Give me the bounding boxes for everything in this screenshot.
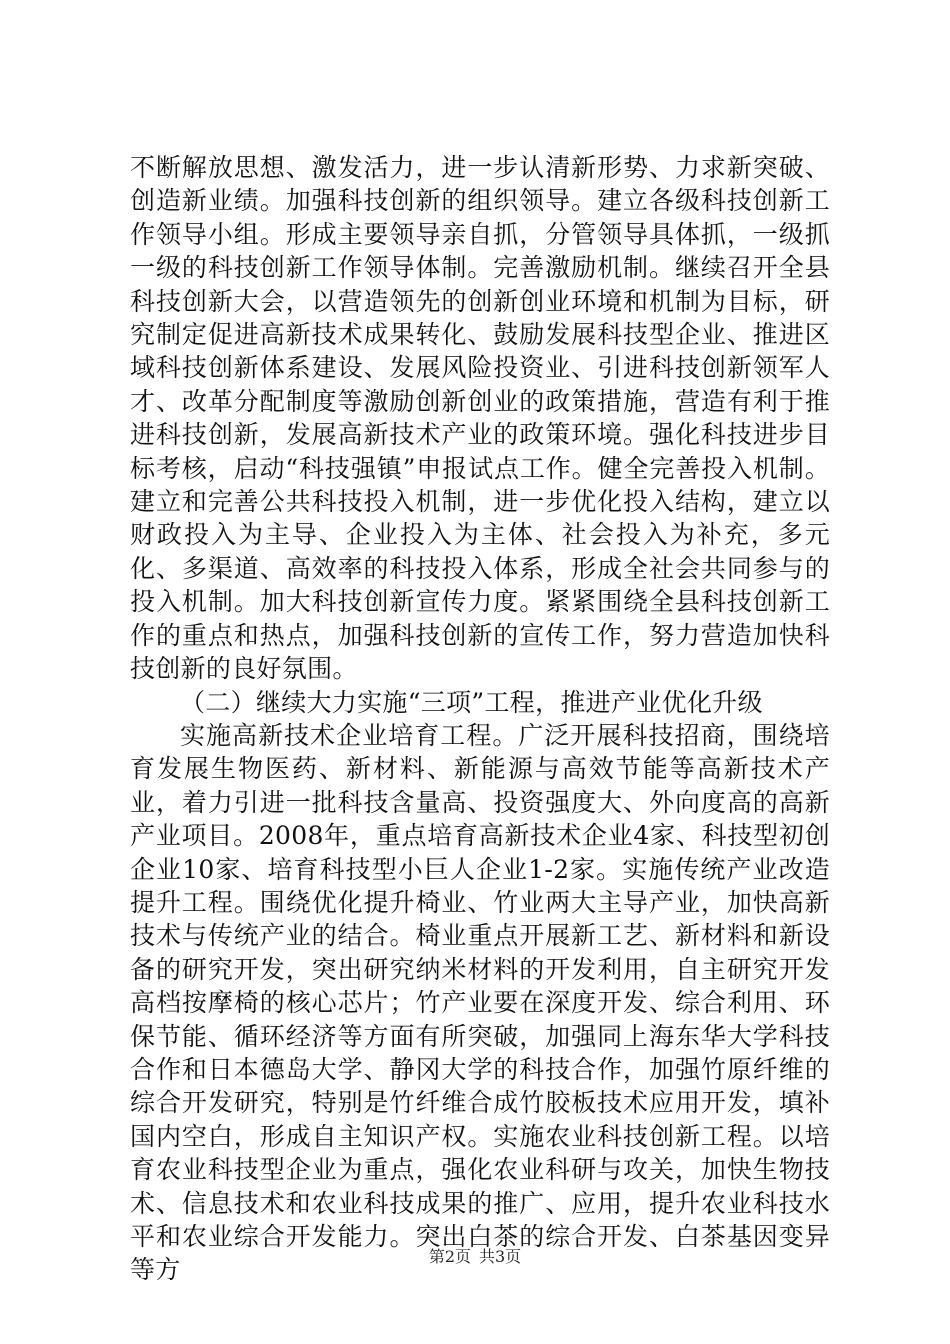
paragraph-projects: 实施高新技术企业培育工程。广泛开展科技招商，围绕培育发展生物医药、新材料、新能源与高效节能等高新技术产业，着力引进一批科技含量高、投资强度大、外向度高的高新产业项目。2008年，重点培育高新技术企业4家、科技型初创企业10家、培育科技型小巨人企业1-2家。实施传统产业改造提升工程。围绕优化提升椅业、竹业两大主导产业，加快高新技术与传统产业的结合。椅业重点开展新工艺、新材料和新设备的研究开发，突出研究纳米材料的开发利用，自主研究开发高档按摩椅的核心芯片；竹产业要在深度开发、综合利用、环保节能、循环经济等方面有所突破，加强同上海东华大学科技合作和日本德岛大学、静冈大学的科技合作，加强竹原纤维的综合开发研究，特别是竹纤维合成竹胶板技术应用开发，填补国内空白，形成自主知识产权。实施农业科技创新工程。以培育农业科技型企业为重点，强化农业科研与攻关，加快生物技术、信息技术和农业科技成果的推广、应用，提升农业科技水平和农业综合开发能力。突出白茶的综合开发、白茶基因变异等方 <box>130 720 830 1285</box>
paragraph-continuation: 不断解放思想、激发活力，进一步认清新形势、力求新突破、创造新业绩。加强科技创新的组织领导。建立各级科技创新工作领导小组。形成主要领导亲自抓，分管领导具体抓，一级抓一级的科技创新工作领导体制。完善激励机制。继续召开全县科技创新大会，以营造领先的创新创业环境和机制为目标，研究制定促进高新技术成果转化、鼓励发展科技型企业、推进区域科技创新体系建设、发展风险投资业、引进科技创新领军人才、改革分配制度等激励创新创业的政策措施，营造有利于推进科技创新，发展高新技术产业的政策环境。强化科技进步目标考核，启动“科技强镇”申报试点工作。健全完善投入机制。建立和完善公共科技投入机制，进一步优化投入结构，建立以财政投入为主导、企业投入为主体、社会投入为补充，多元化、多渠道、高效率的科技投入体系，形成全社会共同参与的投入机制。加大科技创新宣传力度。紧紧围绕全县科技创新工作的重点和热点，加强科技创新的宣传工作，努力营造加快科技创新的良好氛围。 <box>130 153 830 684</box>
page-number: 第2页 <box>428 1247 471 1266</box>
document-body <box>130 151 830 1287</box>
page-footer <box>0 1244 950 1267</box>
page-total: 共3页 <box>479 1247 522 1266</box>
section-heading: （二）继续大力实施“三项”工程，推进产业优化升级 <box>180 687 763 717</box>
